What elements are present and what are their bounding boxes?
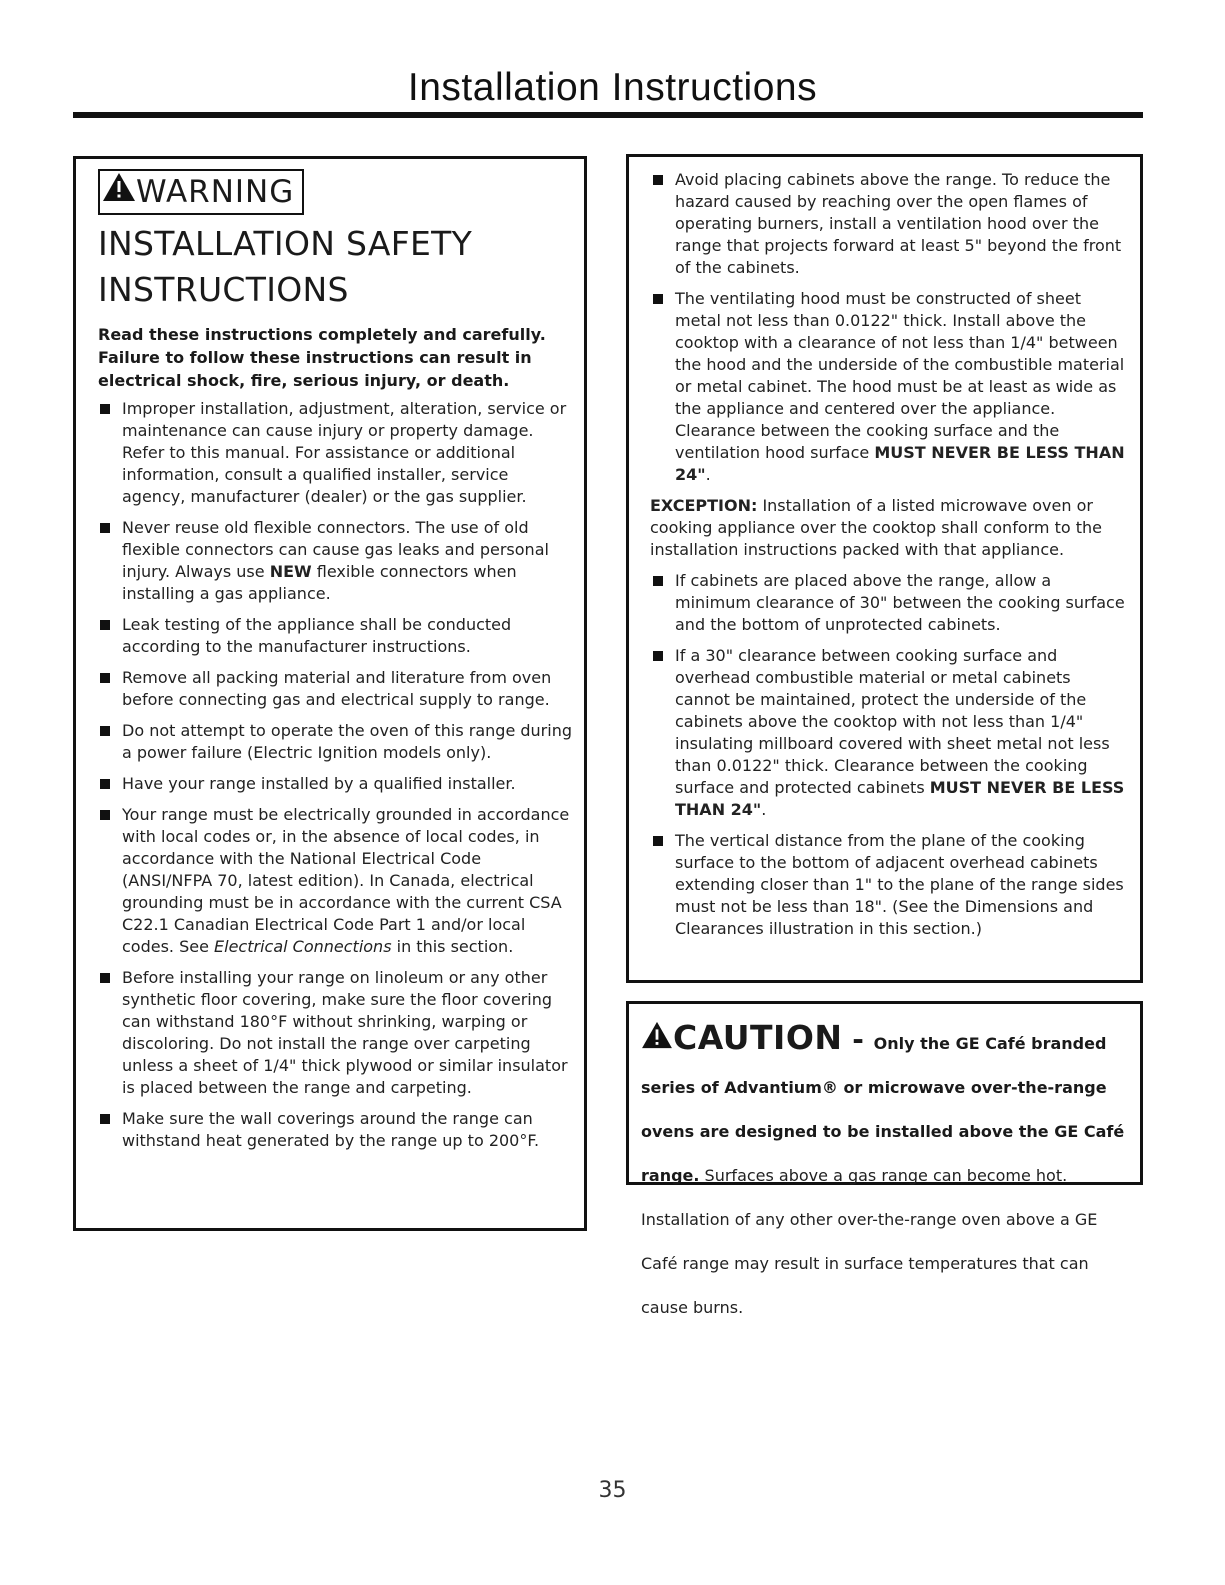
item-text: Have your range installed by a qualified installer. (122, 774, 516, 793)
list-item (98, 614, 572, 658)
warning-heading-line2: INSTRUCTIONS (98, 270, 349, 309)
list-item (651, 169, 1126, 279)
item-text-bold: NEW (269, 562, 312, 581)
item-text-italic: Electrical Connections (214, 937, 392, 956)
item-text: Avoid placing cabinets above the range. To reduce the hazard caused by reaching over the open flames of operating burners, install a ventilation hood over the range that projects forward at least 5" beyond the front of the cabinets. (675, 170, 1122, 277)
item-text-post: . (761, 800, 767, 819)
warning-intro: Read these instructions completely and carefully. Failure to follow these instructions can result in electrical shock, fire, serious injury, or death. (98, 325, 546, 390)
warning-heading (98, 221, 572, 313)
square-bullet-icon (100, 1114, 110, 1124)
list-item (98, 720, 572, 764)
list-item (651, 288, 1126, 486)
square-bullet-icon (100, 523, 110, 533)
exception-text: Installation of a listed microwave oven or cooking appliance over the cooktop shall conform to the installation instructions packed with that appliance. (650, 496, 1102, 559)
caution-label: CAUTION (673, 1018, 843, 1057)
item-text-post: in this section. (391, 937, 514, 956)
square-bullet-icon (100, 726, 110, 736)
list-item (98, 804, 572, 958)
item-text: Leak testing of the appliance shall be conducted according to the manufacturer instructions. (122, 615, 512, 656)
square-bullet-icon (100, 810, 110, 820)
list-item (98, 967, 572, 1099)
list-item (98, 517, 572, 605)
item-text-post: flexible connectors when installing a gas appliance. (122, 562, 517, 603)
list-item (98, 773, 572, 795)
square-bullet-icon (100, 779, 110, 789)
list-item (651, 570, 1126, 636)
square-bullet-icon (100, 620, 110, 630)
item-text: Do not attempt to operate the oven of this range during a power failure (Electric Ignition models only). (122, 721, 572, 762)
item-text: The vertical distance from the plane of the cooking surface to the bottom of adjacent overhead cabinets extending closer than 1" to the plane of the range sides must not be less than 18". (See the Dimensions and Clearances illustration in this section.) (675, 831, 1124, 938)
caution-lead: Only the GE Café branded series of Advantium® or microwave over-the-range ovens are designed to be installed above the GE Café range. (641, 1034, 1125, 1185)
caution-dash: - (842, 1023, 874, 1056)
warning-badge-label: WARNING (136, 174, 295, 210)
item-text-pre: Never reuse old flexible connectors. The use of old flexible connectors can cause gas leaks and personal injury. Always use (122, 518, 549, 581)
item-text-pre: The ventilating hood must be constructed of sheet metal not less than 0.0122" thick. Install above the cooktop with a clearance of not less than 1/4" between the hood and the underside of the combustible material or metal cabinet. The hood must be at least as wide as the appliance and centered over the appliance. Clearance between the cooking surface and the ventilation hood surface (675, 289, 1125, 462)
item-text: Make sure the wall coverings around the range can withstand heat generated by the range up to 200°F. (122, 1109, 540, 1150)
square-bullet-icon (100, 404, 110, 414)
square-bullet-icon (653, 836, 663, 846)
page-title: Installation Instructions (407, 66, 818, 109)
item-text: Improper installation, adjustment, alteration, service or maintenance can cause injury or property damage. Refer to this manual. For assistance or additional information, consult a qualified installer, service agency, manufacturer (dealer) or the gas supplier. (122, 399, 567, 506)
clearance-list-b (651, 570, 1126, 940)
warning-triangle-icon (102, 171, 136, 213)
item-text-bold: MUST NEVER BE LESS THAN 24" (675, 443, 1125, 484)
square-bullet-icon (653, 175, 663, 185)
item-text-bold: MUST NEVER BE LESS THAN 24" (675, 778, 1125, 819)
list-item (651, 830, 1126, 940)
square-bullet-icon (100, 973, 110, 983)
item-text: Remove all packing material and literature from oven before connecting gas and electrical supply to range. (122, 668, 552, 709)
warning-list (98, 398, 572, 1152)
item-text-pre: If a 30" clearance between cooking surface and overhead combustible material or metal cabinets cannot be maintained, protect the underside of the cabinets above the cooktop with not less than 1/4" insulating millboard covered with sheet metal not less than 0.0122" thick. Clearance between the cooking surface and protected cabinets (675, 646, 1110, 797)
square-bullet-icon (653, 576, 663, 586)
clearance-panel (626, 154, 1143, 983)
square-bullet-icon (100, 673, 110, 683)
clearance-list-a (651, 169, 1126, 486)
warning-panel (73, 156, 587, 1231)
caution-panel (626, 1001, 1143, 1317)
caution-title (641, 1016, 1126, 1330)
list-item (98, 398, 572, 508)
exception-note (650, 495, 1126, 561)
list-item (651, 645, 1126, 821)
square-bullet-icon (653, 294, 663, 304)
item-text: If cabinets are placed above the range, allow a minimum clearance of 30" between the cooking surface and the bottom of unprotected cabinets. (675, 571, 1125, 634)
title-rule (73, 112, 1143, 118)
item-text-pre: Your range must be electrically grounded in accordance with local codes or, in the absence of local codes, in accordance with the National Electrical Code (ANSI/NFPA 70, latest edition). In Canada, electrical grounding must be in accordance with the current CSA C22.1 Canadian Electrical Code Part 1 and/or local codes. See (122, 805, 570, 956)
list-item (98, 667, 572, 711)
item-text-post: . (705, 465, 711, 484)
warning-triangle-icon (641, 1021, 673, 1066)
exception-label: EXCEPTION: (650, 496, 758, 515)
square-bullet-icon (653, 651, 663, 661)
caution-body: Surfaces above a gas range can become hot. Installation of any other over-the-range oven above a GE Café range may result in surface temperatures that can cause burns. (641, 1166, 1098, 1317)
item-text: Before installing your range on linoleum or any other synthetic floor covering, make sure the floor covering can withstand 180°F without shrinking, warping or discoloring. Do not install the range over carpeting unless a sheet of 1/4" thick plywood or similar insulator is placed between the range and carpeting. (122, 968, 568, 1097)
warning-badge (98, 169, 304, 215)
warning-heading-line1: INSTALLATION SAFETY (98, 224, 473, 263)
list-item (98, 1108, 572, 1152)
page-number: 35 (598, 1478, 627, 1503)
